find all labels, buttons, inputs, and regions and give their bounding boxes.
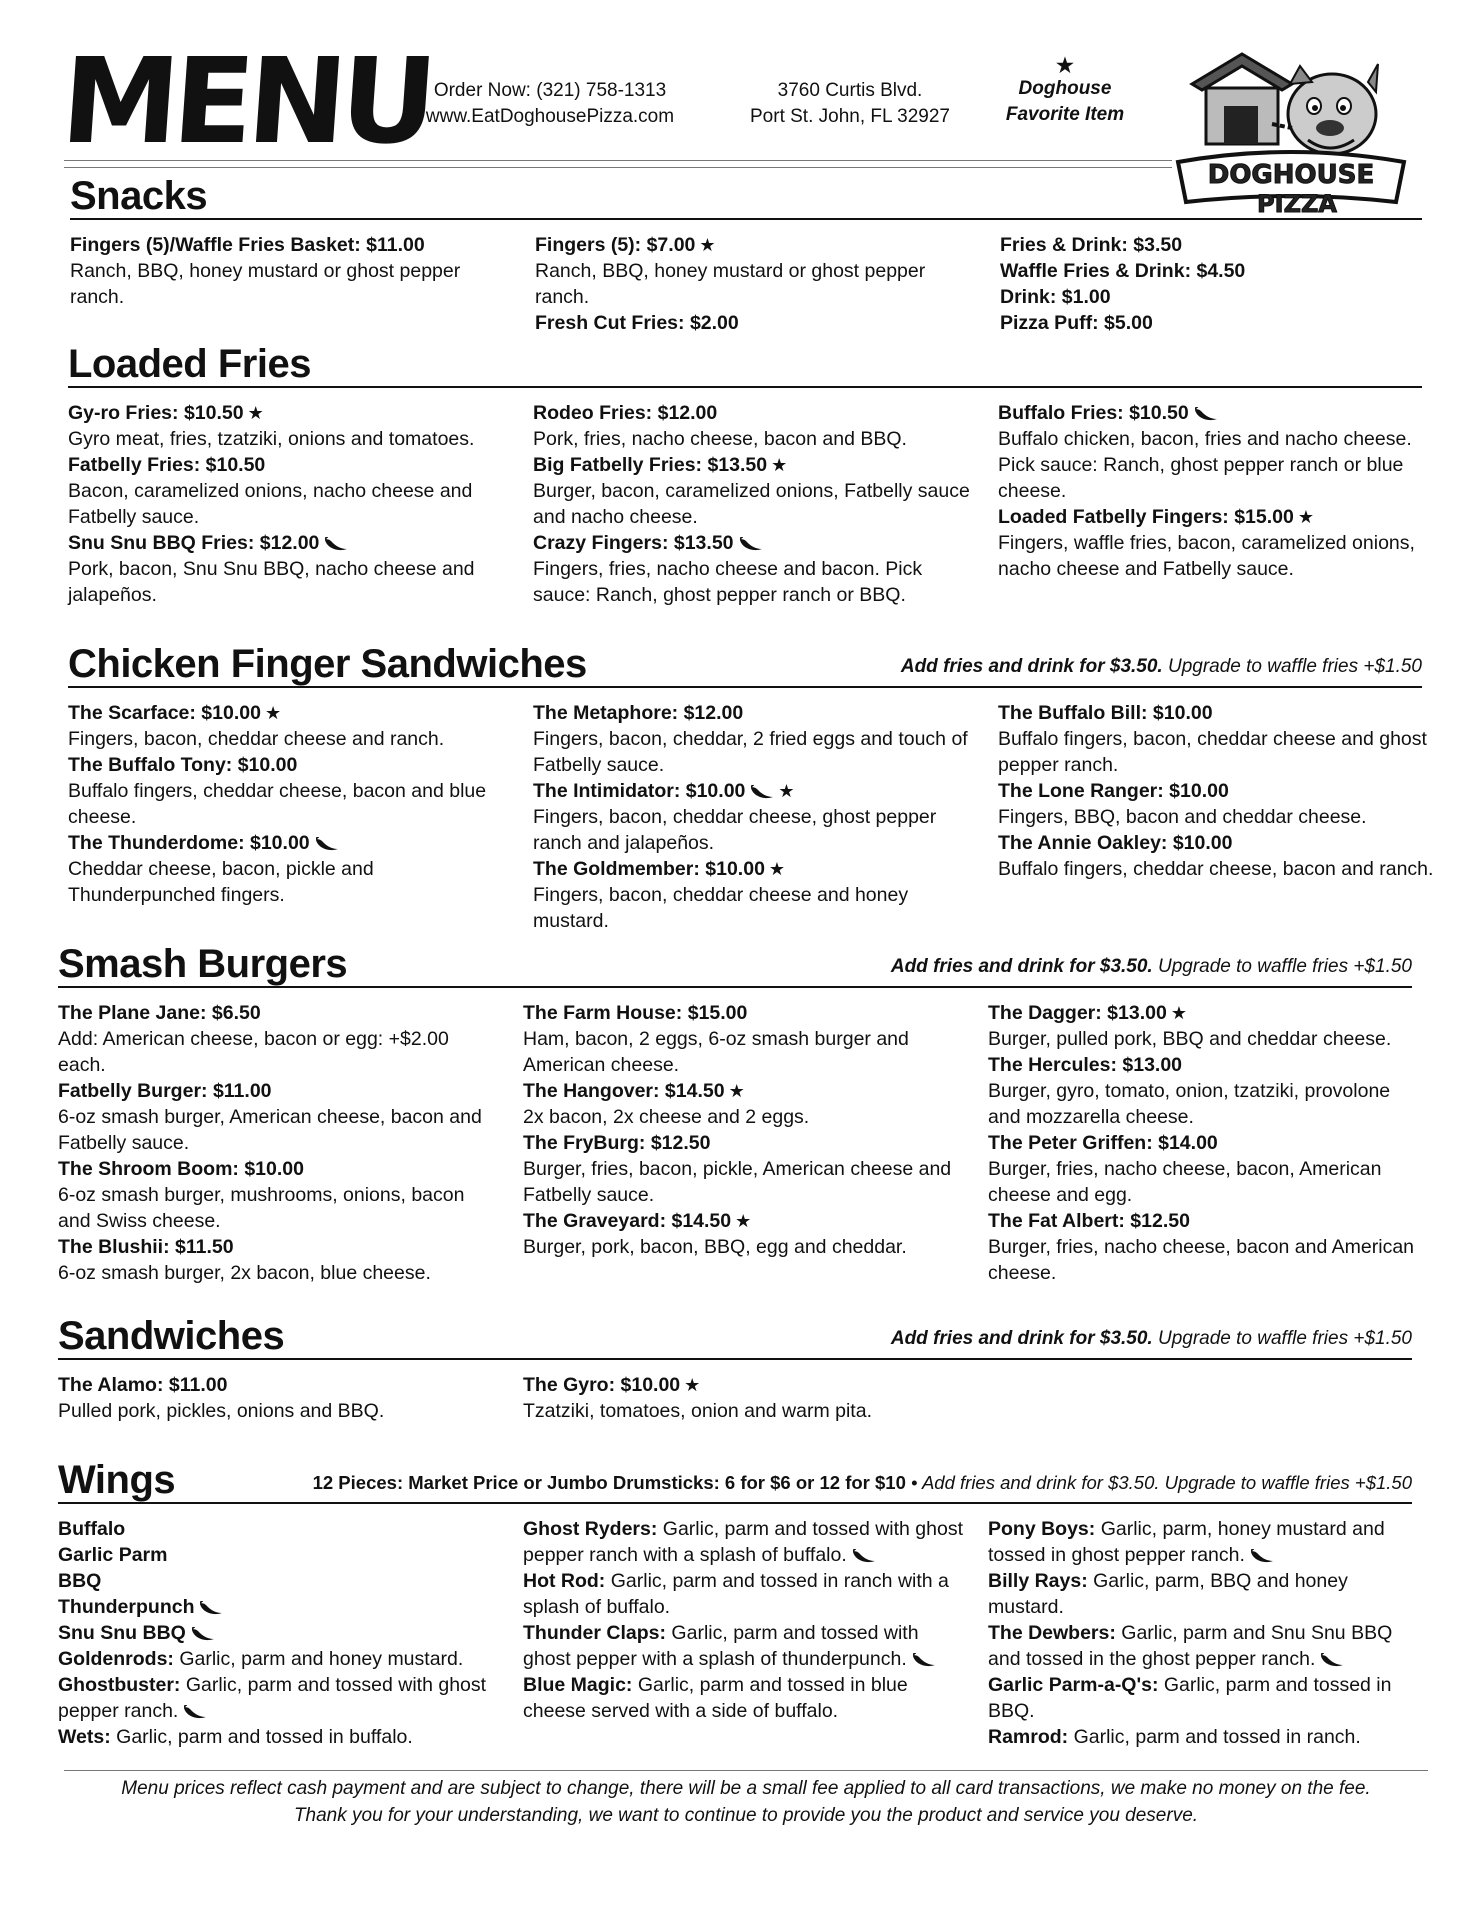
item-name: Garlic Parm-a-Q's:: [988, 1674, 1159, 1696]
menu-column: [998, 400, 1438, 582]
item-name: Fatbelly Fries: $10.50: [68, 454, 266, 476]
menu-item[interactable]: [998, 400, 1438, 504]
menu-item[interactable]: [533, 778, 973, 856]
note-emphasis: Add fries and drink for $3.50.: [890, 1328, 1153, 1349]
menu-item[interactable]: [68, 700, 508, 752]
item-description: Fingers, BBQ, bacon and cheddar cheese.: [998, 806, 1367, 828]
menu-item[interactable]: [58, 1646, 498, 1672]
item-description: 6-oz smash burger, mushrooms, onions, bacon and Swiss cheese.: [58, 1184, 465, 1232]
header-divider: [64, 160, 1172, 168]
menu-item[interactable]: [68, 830, 508, 908]
item-description: Garlic, parm and Snu Snu BBQ and tossed in the ghost pepper ranch.: [988, 1622, 1393, 1670]
menu-item[interactable]: [988, 1620, 1428, 1672]
menu-item[interactable]: [1000, 232, 1440, 258]
item-name: The Plane Jane: $6.50: [58, 1002, 261, 1024]
note-text: Upgrade to waffle fries +$1.50: [1162, 656, 1422, 677]
menu-item[interactable]: [523, 1568, 963, 1620]
section-chicken-finger-sandwiches: [68, 640, 1434, 962]
star-icon: ★: [778, 781, 795, 801]
section-columns: [70, 232, 1422, 350]
menu-column: [70, 232, 510, 310]
menu-item[interactable]: [58, 1542, 498, 1568]
section-columns: [58, 1000, 1415, 1330]
item-description: Fingers, fries, nacho cheese and bacon. Pick sauce: Ranch, ghost pepper ranch or BBQ.: [533, 558, 923, 606]
item-name: Billy Rays:: [988, 1570, 1088, 1592]
item-name: The FryBurg: $12.50: [523, 1132, 711, 1154]
menu-item[interactable]: [68, 452, 508, 530]
menu-item[interactable]: [58, 1568, 498, 1594]
menu-item[interactable]: [523, 1672, 963, 1724]
menu-item[interactable]: [58, 1156, 498, 1234]
menu-column: [1000, 232, 1440, 336]
section-title: Chicken Finger Sandwiches: [68, 642, 587, 686]
item-description: Fingers, bacon, cheddar cheese, ghost pepper ranch and jalapeños.: [533, 806, 937, 854]
item-name: Rodeo Fries: $12.00: [533, 402, 718, 424]
menu-item[interactable]: [68, 752, 508, 830]
menu-item[interactable]: [988, 1130, 1428, 1208]
logo-text-2: PIZZA: [1257, 190, 1337, 218]
star-icon: ★: [728, 1081, 745, 1101]
item-description: Fingers, waffle fries, bacon, caramelized onions, nacho cheese and Fatbelly sauce.: [998, 532, 1415, 580]
section-note: [891, 1328, 1412, 1350]
menu-item[interactable]: [988, 1052, 1428, 1130]
item-description: Garlic, parm and tossed with ghost pepper with a splash of thunderpunch.: [523, 1622, 919, 1670]
item-name: Snu Snu BBQ Fries: $12.00: [68, 532, 320, 554]
item-description: Buffalo fingers, cheddar cheese, bacon and ranch.: [998, 858, 1434, 880]
item-description: Garlic, parm and tossed in buffalo.: [110, 1726, 413, 1748]
section-note: [901, 656, 1422, 678]
item-description: Garlic, parm and tossed with ghost pepper ranch.: [58, 1674, 487, 1722]
item-description: 6-oz smash burger, 2x bacon, blue cheese.: [58, 1262, 431, 1284]
item-name: The Buffalo Bill: $10.00: [998, 702, 1213, 724]
menu-item[interactable]: [998, 700, 1438, 778]
note-emphasis: Add fries and drink for $3.50.: [900, 656, 1163, 677]
section-header: [70, 172, 1422, 220]
item-name: Gy-ro Fries: $10.50: [68, 402, 244, 424]
item-description: Garlic, parm, honey mustard and tossed in ghost pepper ranch.: [988, 1518, 1385, 1566]
item-name: Buffalo: [58, 1518, 126, 1540]
section-header: [58, 1456, 1412, 1504]
section-title: Sandwiches: [58, 1314, 285, 1358]
item-name: Snu Snu BBQ: [58, 1622, 186, 1644]
menu-item[interactable]: [988, 1000, 1428, 1052]
section-note: [891, 956, 1412, 978]
menu-column: [68, 400, 508, 608]
menu-column: [988, 1000, 1428, 1286]
star-icon: ★: [684, 1375, 701, 1395]
item-name: The Intimidator: $10.00: [533, 780, 746, 802]
menu-item[interactable]: [523, 1000, 963, 1078]
menu-column: [523, 1000, 963, 1260]
note-text: Upgrade to waffle fries +$1.50: [1152, 956, 1412, 977]
item-name: The Scarface: $10.00: [68, 702, 261, 724]
hot-pepper-icon: [912, 1653, 936, 1667]
section-wings: [58, 1456, 1412, 1766]
section-header: [68, 640, 1422, 688]
menu-item[interactable]: [1000, 284, 1440, 310]
item-description: Burger, fries, nacho cheese, bacon, American cheese and egg.: [988, 1158, 1382, 1206]
menu-column: [58, 1516, 498, 1750]
menu-item[interactable]: [533, 452, 973, 530]
star-icon: ★: [247, 403, 264, 423]
menu-item[interactable]: [523, 1516, 963, 1568]
favorite-line-1: Doghouse: [1018, 78, 1112, 99]
star-icon: ★: [768, 859, 786, 879]
menu-item[interactable]: [533, 400, 973, 452]
item-description: Garlic, parm and tossed with ghost pepper ranch with a splash of buffalo.: [523, 1518, 963, 1566]
item-description: Garlic, parm and tossed in ranch.: [1068, 1726, 1361, 1748]
item-description: Garlic, parm and tossed in blue cheese served with a side of buffalo.: [523, 1674, 908, 1722]
section-loaded-fries: [68, 340, 1422, 650]
item-description: Garlic, parm and honey mustard.: [173, 1648, 464, 1670]
menu-item[interactable]: [533, 856, 973, 934]
item-name: Ramrod:: [988, 1726, 1069, 1748]
star-icon: ★: [1056, 55, 1074, 77]
item-name: Loaded Fatbelly Fingers: $15.00: [998, 506, 1294, 528]
hot-pepper-icon: [315, 837, 339, 851]
item-description: Burger, fries, bacon, pickle, American cheese and Fatbelly sauce.: [523, 1158, 952, 1206]
menu-item[interactable]: [68, 400, 508, 452]
menu-column: [523, 1372, 963, 1424]
item-name: Big Fatbelly Fries: $13.50: [533, 454, 768, 476]
item-name: The Dewbers:: [988, 1622, 1116, 1644]
menu-item[interactable]: [533, 530, 973, 608]
menu-item[interactable]: [68, 530, 508, 608]
item-name: The Annie Oakley: $10.00: [998, 832, 1233, 854]
footer-disclaimer: [64, 1770, 1428, 1829]
item-name: Pony Boys:: [988, 1518, 1096, 1540]
section-title: Loaded Fries: [68, 342, 311, 386]
item-description: Buffalo chicken, bacon, fries and nacho cheese. Pick sauce: Ranch, ghost pepper ranch or blue cheese.: [998, 428, 1412, 502]
star-icon: ★: [1297, 507, 1314, 527]
item-description: Bacon, caramelized onions, nacho cheese and Fatbelly sauce.: [68, 480, 473, 528]
hot-pepper-icon: [852, 1549, 876, 1563]
star-icon: ★: [1170, 1003, 1187, 1023]
address-line-1: 3760 Curtis Blvd.: [777, 80, 923, 101]
note-emphasis: 12 Pieces: Market Price or Jumbo Drumsticks: 6 for $6 or 12 for $10: [312, 1472, 906, 1493]
star-icon: ★: [699, 235, 716, 255]
item-description: Tzatziki, tomatoes, onion and warm pita.: [523, 1400, 872, 1422]
item-name: The Hangover: $14.50: [523, 1080, 725, 1102]
star-icon: ★: [264, 703, 282, 723]
menu-column: [58, 1000, 498, 1286]
item-description: Cheddar cheese, bacon, pickle and Thunderpunched fingers.: [68, 858, 374, 906]
star-icon: ★: [735, 1211, 752, 1231]
footer-line-2: Thank you for your understanding, we want to continue to provide you the product and service you deserve.: [293, 1805, 1199, 1826]
item-description: Burger, pork, bacon, BBQ, egg and cheddar.: [523, 1236, 907, 1258]
note-emphasis: Add fries and drink for $3.50.: [890, 956, 1153, 977]
order-info: [400, 78, 700, 130]
menu-item[interactable]: [523, 1078, 963, 1130]
item-name: Thunderpunch: [58, 1596, 195, 1618]
hot-pepper-icon: [1250, 1549, 1274, 1563]
item-description: Fingers, bacon, cheddar cheese and honey mustard.: [533, 884, 909, 932]
menu-item[interactable]: [523, 1130, 963, 1208]
menu-item[interactable]: [998, 778, 1438, 830]
menu-column: [535, 232, 975, 336]
menu-item[interactable]: [58, 1724, 498, 1750]
section-snacks: [70, 172, 1422, 350]
item-name: The Dagger: $13.00: [988, 1002, 1167, 1024]
menu-column: [998, 700, 1438, 882]
menu-item[interactable]: [988, 1672, 1428, 1724]
menu-item[interactable]: [58, 1672, 498, 1724]
item-description: Fingers, bacon, cheddar, 2 fried eggs and touch of Fatbelly sauce.: [533, 728, 968, 776]
hot-pepper-icon: [324, 537, 348, 551]
item-name: Garlic Parm: [58, 1544, 168, 1566]
section-header: [68, 340, 1422, 388]
item-name: BBQ: [58, 1570, 102, 1592]
item-name: The Buffalo Tony: $10.00: [68, 754, 298, 776]
item-name: The Alamo: $11.00: [58, 1374, 228, 1396]
item-description: Garlic, parm and tossed in BBQ.: [988, 1674, 1392, 1722]
item-description: Garlic, parm, BBQ and honey mustard.: [988, 1570, 1348, 1618]
item-name: Blue Magic:: [523, 1674, 633, 1696]
section-sandwiches: [58, 1312, 1412, 1476]
item-description: Buffalo fingers, bacon, cheddar cheese and ghost pepper ranch.: [998, 728, 1427, 776]
item-name: The Shroom Boom: $10.00: [58, 1158, 304, 1180]
menu-item[interactable]: [988, 1724, 1428, 1750]
menu-item[interactable]: [533, 700, 973, 778]
item-name: The Graveyard: $14.50: [523, 1210, 732, 1232]
section-columns: [68, 400, 1422, 650]
item-description: Pork, fries, nacho cheese, bacon and BBQ.: [533, 428, 907, 450]
menu-item[interactable]: [58, 1594, 498, 1620]
menu-column: [68, 700, 508, 908]
menu-item[interactable]: [998, 504, 1438, 582]
menu-item[interactable]: [523, 1372, 963, 1424]
item-name: The Lone Ranger: $10.00: [998, 780, 1229, 802]
item-description: Add: American cheese, bacon or egg: +$2.00 each.: [58, 1028, 449, 1076]
item-name: Fingers (5): $7.00: [535, 234, 696, 256]
address: [730, 78, 970, 130]
menu-column: [533, 400, 973, 608]
item-description: Gyro meat, fries, tzatziki, onions and tomatoes.: [68, 428, 475, 450]
item-name: Fingers (5)/Waffle Fries Basket: $11.00: [70, 234, 425, 256]
menu-item[interactable]: [58, 1078, 498, 1156]
item-name: Fries & Drink: $3.50: [1000, 234, 1183, 256]
menu-item[interactable]: [998, 830, 1438, 882]
section-title: Smash Burgers: [58, 942, 348, 986]
menu-item[interactable]: [58, 1620, 498, 1646]
item-description: Pulled pork, pickles, onions and BBQ.: [58, 1400, 385, 1422]
menu-item[interactable]: [523, 1208, 963, 1260]
item-name: Ghost Ryders:: [523, 1518, 658, 1540]
section-smash-burgers: [58, 940, 1415, 1330]
item-description: Ranch, BBQ, honey mustard or ghost pepper ranch.: [70, 260, 461, 308]
menu-column: [523, 1516, 963, 1724]
menu-item[interactable]: [535, 310, 975, 336]
footer-line-1: Menu prices reflect cash payment and are subject to change, there will be a small fee applied to all card transactions, we make no money on the fee.: [121, 1778, 1371, 1799]
hot-pepper-icon: [739, 537, 763, 551]
section-columns: [68, 700, 1434, 962]
item-name: The Fat Albert: $12.50: [988, 1210, 1190, 1232]
menu-item[interactable]: [1000, 310, 1440, 336]
menu-column: [58, 1372, 498, 1424]
item-description: Buffalo fingers, cheddar cheese, bacon and blue cheese.: [68, 780, 487, 828]
item-description: Burger, fries, nacho cheese, bacon and American cheese.: [988, 1236, 1415, 1284]
star-icon: ★: [771, 455, 788, 475]
item-description: Burger, bacon, caramelized onions, Fatbelly sauce and nacho cheese.: [533, 480, 970, 528]
menu-item[interactable]: [58, 1372, 498, 1424]
menu-item[interactable]: [58, 1000, 498, 1078]
item-name: The Gyro: $10.00: [523, 1374, 681, 1396]
item-name: Fatbelly Burger: $11.00: [58, 1080, 272, 1102]
item-description: 6-oz smash burger, American cheese, bacon and Fatbelly sauce.: [58, 1106, 482, 1154]
item-name: Goldenrods:: [58, 1648, 174, 1670]
section-note: [313, 1472, 1412, 1494]
favorite-legend: [990, 56, 1140, 128]
item-description: Garlic, parm and tossed in ranch with a splash of buffalo.: [523, 1570, 949, 1618]
item-name: Buffalo Fries: $10.50: [998, 402, 1189, 424]
hot-pepper-icon: [199, 1601, 223, 1615]
order-phone[interactable]: Order Now: (321) 758-1313: [433, 80, 667, 101]
favorite-line-2: Favorite Item: [1005, 104, 1125, 125]
item-description: Ham, bacon, 2 eggs, 6-oz smash burger and American cheese.: [523, 1028, 909, 1076]
menu-item[interactable]: [988, 1516, 1428, 1568]
item-name: The Thunderdome: $10.00: [68, 832, 310, 854]
menu-item[interactable]: [70, 232, 510, 310]
note-text: Upgrade to waffle fries +$1.50: [1152, 1328, 1412, 1349]
hot-pepper-icon: [191, 1627, 215, 1641]
hot-pepper-icon: [1194, 407, 1218, 421]
section-header: [58, 940, 1412, 988]
item-description: 2x bacon, 2x cheese and 2 eggs.: [523, 1106, 810, 1128]
item-name: The Peter Griffen: $14.00: [988, 1132, 1218, 1154]
section-header: [58, 1312, 1412, 1360]
item-description: Fingers, bacon, cheddar cheese and ranch.: [68, 728, 445, 750]
item-name: Hot Rod:: [523, 1570, 606, 1592]
item-name: Ghostbuster:: [58, 1674, 181, 1696]
item-name: Crazy Fingers: $13.50: [533, 532, 734, 554]
menu-item[interactable]: [523, 1620, 963, 1672]
item-name: The Hercules: $13.00: [988, 1054, 1183, 1076]
menu-column: [988, 1516, 1428, 1750]
note-text: • Add fries and drink for $3.50. Upgrade to waffle fries +$1.50: [905, 1472, 1412, 1493]
hot-pepper-icon: [183, 1705, 207, 1719]
item-name: Waffle Fries & Drink: $4.50: [1000, 260, 1246, 282]
item-name: The Metaphore: $12.00: [533, 702, 744, 724]
item-name: The Goldmember: $10.00: [533, 858, 765, 880]
item-description: Burger, pulled pork, BBQ and cheddar cheese.: [988, 1028, 1392, 1050]
item-description: Burger, gyro, tomato, onion, tzatziki, provolone and mozzarella cheese.: [988, 1080, 1391, 1128]
section-title: Wings: [58, 1458, 176, 1502]
item-description: Ranch, BBQ, honey mustard or ghost pepper ranch.: [535, 260, 926, 308]
section-columns: [58, 1516, 1412, 1766]
logo-text-1: DOGHOUSE: [1207, 160, 1375, 190]
item-name: Thunder Claps:: [523, 1622, 667, 1644]
item-description: Pork, bacon, Snu Snu BBQ, nacho cheese and jalapeños.: [68, 558, 475, 606]
item-name: Drink: $1.00: [1000, 286, 1111, 308]
item-name: Pizza Puff: $5.00: [1000, 312, 1153, 334]
menu-item[interactable]: [1000, 258, 1440, 284]
hot-pepper-icon: [1320, 1653, 1344, 1667]
website-link[interactable]: www.EatDoghousePizza.com: [425, 106, 675, 127]
item-name: The Farm House: $15.00: [523, 1002, 748, 1024]
section-title: Snacks: [70, 174, 208, 218]
menu-item[interactable]: [58, 1234, 498, 1286]
menu-item[interactable]: [535, 232, 975, 310]
item-name: Fresh Cut Fries: $2.00: [535, 312, 739, 334]
address-line-2: Port St. John, FL 32927: [750, 106, 950, 127]
hot-pepper-icon: [750, 785, 774, 799]
menu-column: [533, 700, 973, 934]
menu-item[interactable]: [58, 1516, 498, 1542]
item-name: The Blushii: $11.50: [58, 1236, 234, 1258]
menu-item[interactable]: [988, 1208, 1428, 1286]
menu-title: MENU: [57, 32, 436, 170]
menu-item[interactable]: [988, 1568, 1428, 1620]
item-name: Wets:: [58, 1726, 111, 1748]
